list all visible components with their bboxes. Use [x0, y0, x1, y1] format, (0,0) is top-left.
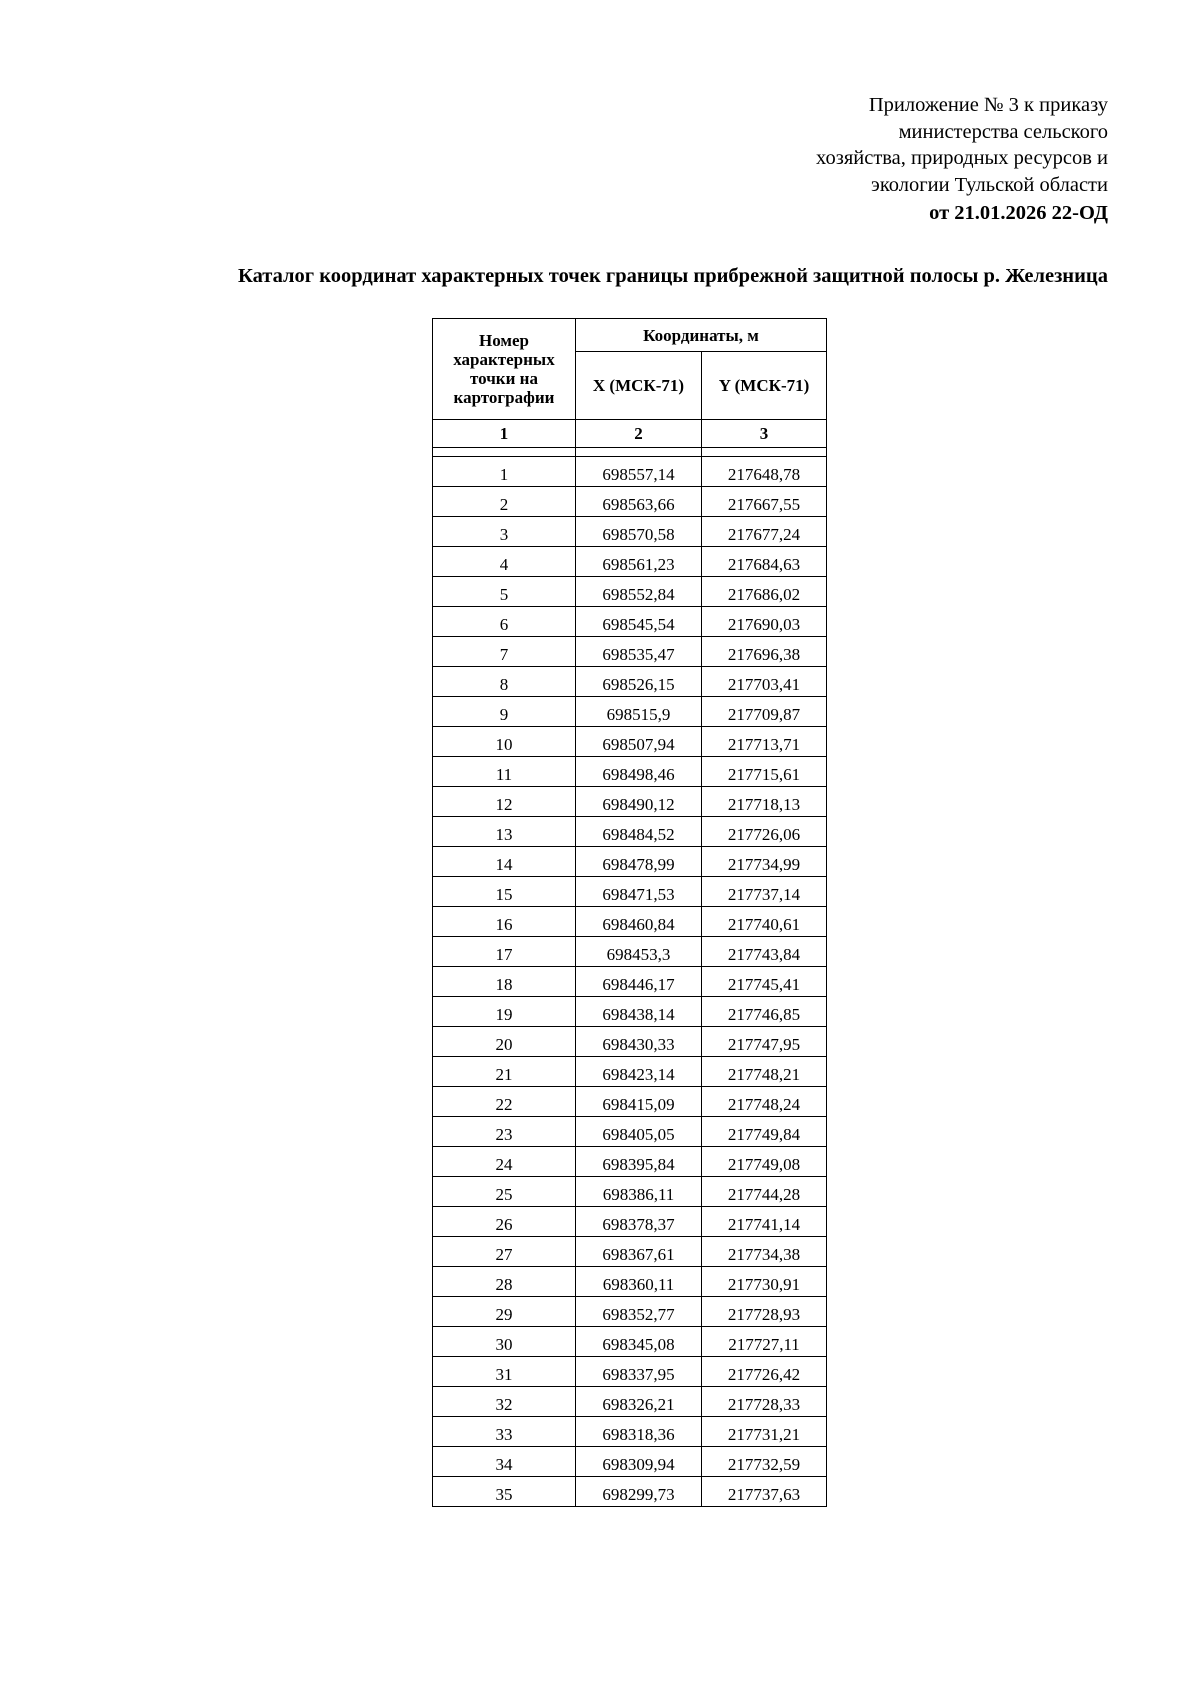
x-coordinate-cell: 698453,3	[576, 937, 702, 967]
x-coordinate-cell: 698545,54	[576, 607, 702, 637]
point-number-cell: 16	[433, 907, 576, 937]
table-row	[433, 907, 827, 937]
point-number-cell: 21	[433, 1057, 576, 1087]
y-coordinate-cell: 217734,99	[702, 847, 827, 877]
point-number-cell: 15	[433, 877, 576, 907]
table-row	[433, 1147, 827, 1177]
point-number-cell: 31	[433, 1357, 576, 1387]
table-row	[433, 817, 827, 847]
x-coordinate-cell: 698386,11	[576, 1177, 702, 1207]
table-row	[433, 1447, 827, 1477]
column-number: 2	[576, 420, 702, 448]
table-row	[433, 727, 827, 757]
point-number-cell: 2	[433, 487, 576, 517]
y-coordinate-cell: 217728,33	[702, 1387, 827, 1417]
table-row	[433, 1057, 827, 1087]
table-row	[433, 1027, 827, 1057]
table-row	[433, 487, 827, 517]
table-row	[433, 1087, 827, 1117]
y-coordinate-cell: 217748,24	[702, 1087, 827, 1117]
point-number-cell: 28	[433, 1267, 576, 1297]
y-coordinate-cell: 217741,14	[702, 1207, 827, 1237]
y-coordinate-cell: 217677,24	[702, 517, 827, 547]
x-coordinate-cell: 698535,47	[576, 637, 702, 667]
point-number-cell: 23	[433, 1117, 576, 1147]
appendix-note	[688, 92, 1108, 198]
y-coordinate-cell: 217737,63	[702, 1477, 827, 1507]
point-number-cell: 34	[433, 1447, 576, 1477]
point-number-cell: 32	[433, 1387, 576, 1417]
point-number-cell: 26	[433, 1207, 576, 1237]
document-title: Каталог координат характерных точек границы прибрежной защитной полосы р. Железница	[237, 265, 1108, 287]
table-body	[433, 457, 827, 1507]
table-row	[433, 757, 827, 787]
y-coordinate-cell: 217745,41	[702, 967, 827, 997]
y-coordinate-cell: 217726,42	[702, 1357, 827, 1387]
point-number-cell: 10	[433, 727, 576, 757]
table-row	[433, 577, 827, 607]
appendix-line: министерства сельского	[898, 120, 1108, 143]
y-coordinate-cell: 217743,84	[702, 937, 827, 967]
table-row	[433, 1267, 827, 1297]
x-coordinate-cell: 698478,99	[576, 847, 702, 877]
point-number-cell: 12	[433, 787, 576, 817]
spacer-cell	[576, 448, 702, 457]
y-coordinate-cell: 217696,38	[702, 637, 827, 667]
coordinates-header: Координаты, м	[576, 319, 827, 352]
x-coordinate-cell: 698405,05	[576, 1117, 702, 1147]
x-coordinate-cell: 698515,9	[576, 697, 702, 727]
y-coordinate-cell: 217726,06	[702, 817, 827, 847]
table-row	[433, 877, 827, 907]
x-coordinate-cell: 698345,08	[576, 1327, 702, 1357]
table-row	[433, 1327, 827, 1357]
table-row	[433, 1237, 827, 1267]
table-row	[433, 787, 827, 817]
point-number-cell: 14	[433, 847, 576, 877]
x-coordinate-cell: 698460,84	[576, 907, 702, 937]
table-row	[433, 967, 827, 997]
x-coordinate-cell: 698507,94	[576, 727, 702, 757]
point-number-cell: 30	[433, 1327, 576, 1357]
x-coordinate-cell: 698309,94	[576, 1447, 702, 1477]
table-row	[433, 937, 827, 967]
x-coordinate-cell: 698498,46	[576, 757, 702, 787]
y-coordinate-cell: 217748,21	[702, 1057, 827, 1087]
x-coordinate-cell: 698570,58	[576, 517, 702, 547]
point-number-cell: 4	[433, 547, 576, 577]
table-row	[433, 1207, 827, 1237]
point-number-cell: 5	[433, 577, 576, 607]
table-row	[433, 1117, 827, 1147]
y-coordinate-cell: 217713,71	[702, 727, 827, 757]
table-row	[433, 637, 827, 667]
table-row	[433, 1417, 827, 1447]
y-coordinate-cell: 217684,63	[702, 547, 827, 577]
y-coordinate-cell: 217703,41	[702, 667, 827, 697]
y-coordinate-cell: 217718,13	[702, 787, 827, 817]
point-number-cell: 33	[433, 1417, 576, 1447]
x-coordinate-cell: 698438,14	[576, 997, 702, 1027]
x-coordinate-cell: 698367,61	[576, 1237, 702, 1267]
x-coordinate-cell: 698446,17	[576, 967, 702, 997]
y-coordinate-cell: 217749,84	[702, 1117, 827, 1147]
y-coordinate-cell: 217746,85	[702, 997, 827, 1027]
table-row	[433, 457, 827, 487]
point-number-cell: 29	[433, 1297, 576, 1327]
point-number-cell: 35	[433, 1477, 576, 1507]
y-coordinate-cell: 217709,87	[702, 697, 827, 727]
table-row	[433, 1387, 827, 1417]
appendix-line: Приложение № 3 к приказу	[868, 94, 1108, 116]
appendix-line: экологии Тульской области	[871, 173, 1108, 196]
x-coordinate-cell: 698563,66	[576, 487, 702, 517]
point-number-cell: 18	[433, 967, 576, 997]
x-coordinate-cell: 698299,73	[576, 1477, 702, 1507]
table-row	[433, 547, 827, 577]
appendix-line: хозяйства, природных ресурсов и	[816, 147, 1108, 169]
order-reference: от 21.01.2026 22-ОД	[929, 202, 1108, 224]
point-number-cell: 19	[433, 997, 576, 1027]
x-coordinate-cell: 698561,23	[576, 547, 702, 577]
point-number-cell: 6	[433, 607, 576, 637]
y-coordinate-cell: 217730,91	[702, 1267, 827, 1297]
point-number-cell: 1	[433, 457, 576, 487]
table-row	[433, 1477, 827, 1507]
x-coordinate-cell: 698318,36	[576, 1417, 702, 1447]
point-number-cell: 17	[433, 937, 576, 967]
x-coordinate-cell: 698423,14	[576, 1057, 702, 1087]
point-number-cell: 7	[433, 637, 576, 667]
point-number-cell: 8	[433, 667, 576, 697]
point-number-cell: 24	[433, 1147, 576, 1177]
x-coordinate-cell: 698337,95	[576, 1357, 702, 1387]
column-number: 3	[702, 420, 827, 448]
y-coordinate-cell: 217686,02	[702, 577, 827, 607]
x-coordinate-cell: 698395,84	[576, 1147, 702, 1177]
point-number-cell: 22	[433, 1087, 576, 1117]
point-number-cell: 3	[433, 517, 576, 547]
y-coordinate-cell: 217667,55	[702, 487, 827, 517]
table-row	[433, 1357, 827, 1387]
x-coordinate-cell: 698415,09	[576, 1087, 702, 1117]
coordinates-table	[432, 318, 827, 1507]
x-coordinate-cell: 698484,52	[576, 817, 702, 847]
column-number: 1	[433, 420, 576, 448]
y-coordinate-cell: 217737,14	[702, 877, 827, 907]
y-coordinate-cell: 217747,95	[702, 1027, 827, 1057]
x-coordinate-cell: 698430,33	[576, 1027, 702, 1057]
spacer-cell	[702, 448, 827, 457]
x-coordinate-cell: 698360,11	[576, 1267, 702, 1297]
point-number-header: Номер характерных точки на картографии	[433, 319, 576, 420]
point-number-cell: 27	[433, 1237, 576, 1267]
point-number-cell: 9	[433, 697, 576, 727]
y-header: Y (МСК-71)	[702, 352, 827, 420]
table-row	[433, 847, 827, 877]
x-coordinate-cell: 698352,77	[576, 1297, 702, 1327]
point-number-cell: 13	[433, 817, 576, 847]
table-row	[433, 607, 827, 637]
point-number-cell: 11	[433, 757, 576, 787]
x-header: X (МСК-71)	[576, 352, 702, 420]
y-coordinate-cell: 217731,21	[702, 1417, 827, 1447]
x-coordinate-cell: 698471,53	[576, 877, 702, 907]
y-coordinate-cell: 217732,59	[702, 1447, 827, 1477]
spacer-cell	[433, 448, 576, 457]
y-coordinate-cell: 217690,03	[702, 607, 827, 637]
x-coordinate-cell: 698552,84	[576, 577, 702, 607]
x-coordinate-cell: 698326,21	[576, 1387, 702, 1417]
table-row	[433, 997, 827, 1027]
x-coordinate-cell: 698557,14	[576, 457, 702, 487]
point-number-cell: 25	[433, 1177, 576, 1207]
y-coordinate-cell: 217728,93	[702, 1297, 827, 1327]
table-row	[433, 1297, 827, 1327]
table-row	[433, 1177, 827, 1207]
table-row	[433, 667, 827, 697]
table-row	[433, 517, 827, 547]
y-coordinate-cell: 217740,61	[702, 907, 827, 937]
x-coordinate-cell: 698378,37	[576, 1207, 702, 1237]
x-coordinate-cell: 698526,15	[576, 667, 702, 697]
table-row	[433, 697, 827, 727]
y-coordinate-cell: 217648,78	[702, 457, 827, 487]
y-coordinate-cell: 217734,38	[702, 1237, 827, 1267]
y-coordinate-cell: 217749,08	[702, 1147, 827, 1177]
y-coordinate-cell: 217715,61	[702, 757, 827, 787]
y-coordinate-cell: 217744,28	[702, 1177, 827, 1207]
x-coordinate-cell: 698490,12	[576, 787, 702, 817]
y-coordinate-cell: 217727,11	[702, 1327, 827, 1357]
point-number-cell: 20	[433, 1027, 576, 1057]
